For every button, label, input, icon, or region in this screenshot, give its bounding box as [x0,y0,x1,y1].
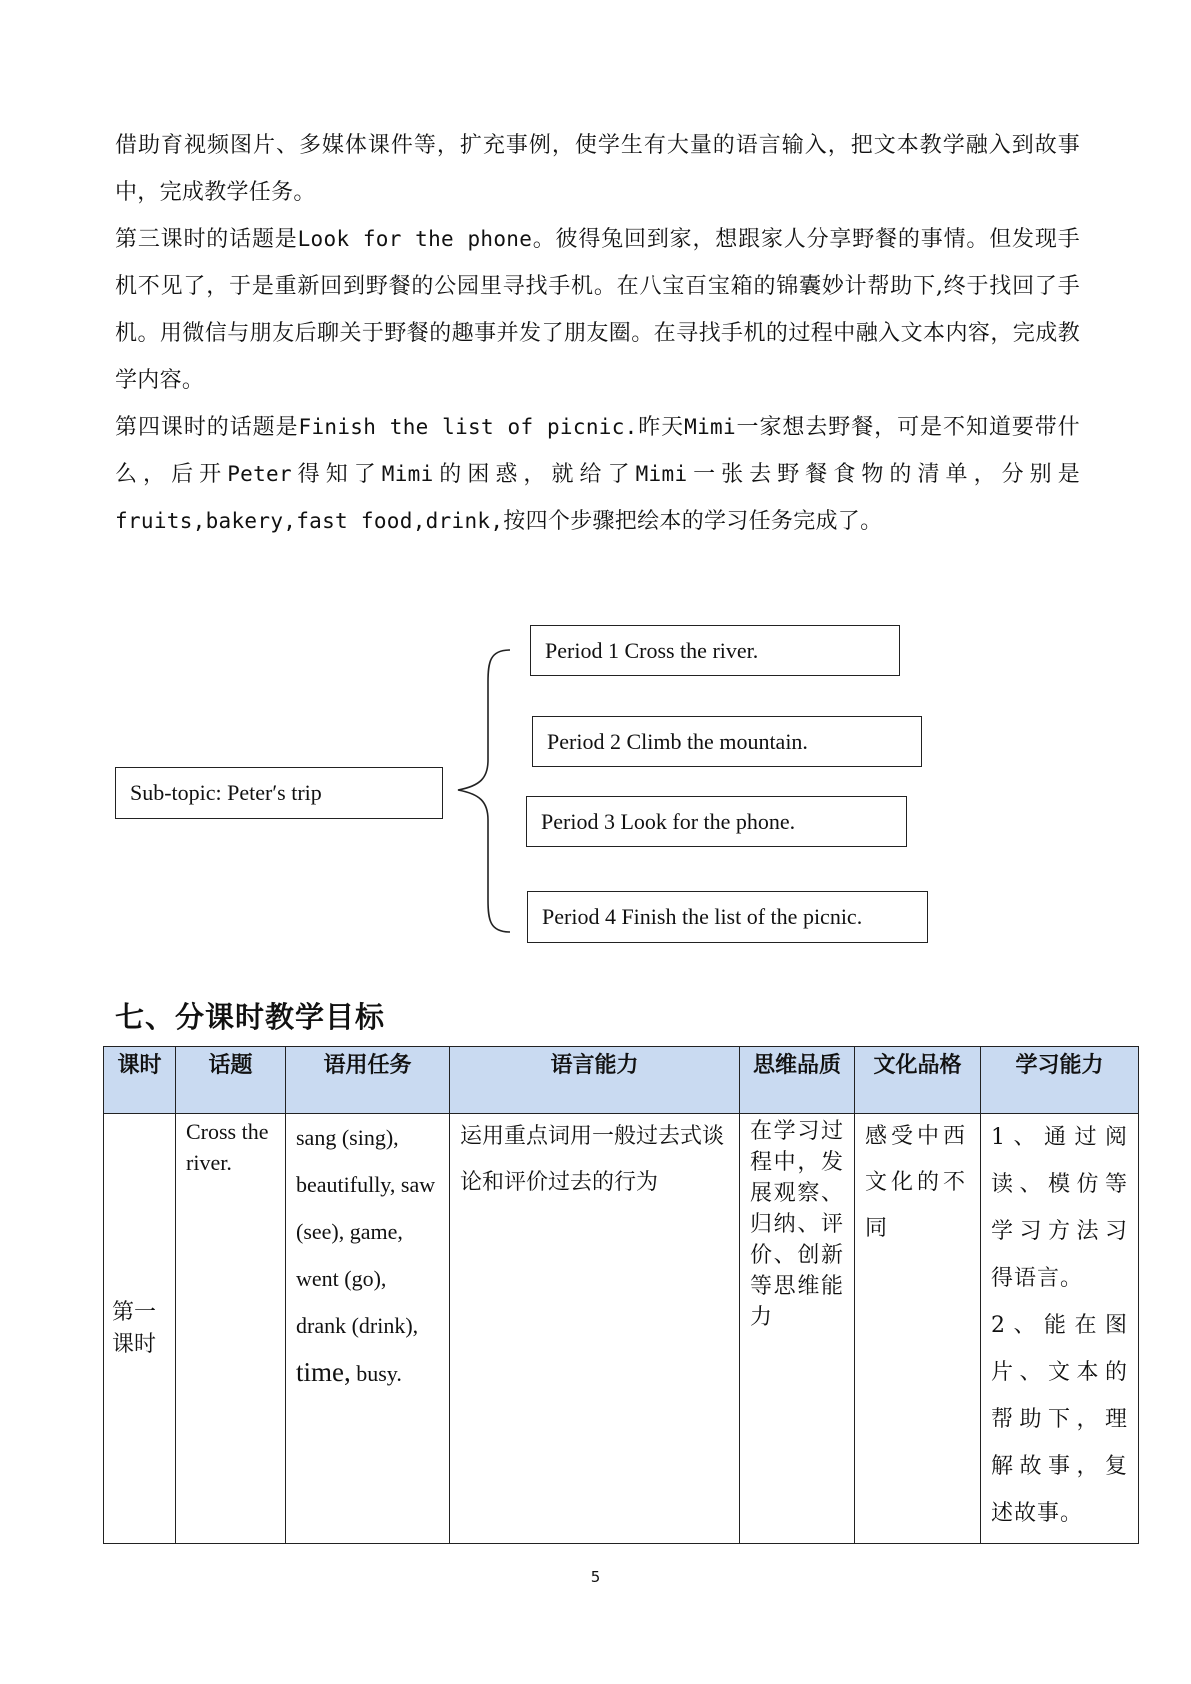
period-3-box [526,796,907,847]
period-4-box [527,891,928,943]
study-item-1: 1、通过阅读、模仿等学习方法习得语言。 [991,1125,1128,1291]
period-1-label: Period 1 Cross the river. [545,637,759,663]
lesson-goals-table [103,1046,1139,1544]
paragraph-2-text-a: 第三课时的话题是 [115,227,298,252]
cell-tasks-text-a: sang (sing), beautifully, saw (see), game, went (go), drank (drink), [296,1125,436,1338]
paragraph-3-text-d: 得知了 [291,462,382,487]
header-study: 学习能力 [981,1047,1139,1114]
paragraph-2-topic: Look for the phone [297,227,533,251]
paragraph-2 [115,216,1080,404]
paragraph-3-name-mimi-1: Mimi [684,415,736,439]
paragraph-3-name-mimi-3: Mimi [635,462,688,486]
cell-culture: 感受中西文化的不同 [855,1114,981,1544]
table-row [104,1114,1139,1544]
paragraph-1 [115,122,1080,216]
study-item-2: 2、能在图片、文本的帮助下，理解故事，复述故事。 [991,1313,1128,1526]
paragraph-3-text-c: 一家想去野餐，可是不知道要带什么，后开 [115,415,1080,487]
header-topic: 话题 [176,1047,286,1114]
cell-period: 第一课时 [104,1114,176,1544]
cell-tasks-text-big: time, [296,1357,351,1387]
cell-thinking: 在学习过程中，发展观察、归纳、评价、创新等思维能力 [740,1114,855,1544]
paragraph-3-name-mimi-2: Mimi [381,462,434,486]
paragraph-3-topic: Finish the list of picnic. [298,415,638,439]
cell-tasks-text-b: busy. [350,1361,402,1386]
paragraph-2-text-b: 。彼得兔回到家，想跟家人分享野餐的事情。但发现手机不见了，于是重新回到野餐的公园里寻找手机。在八宝百宝箱的锦囊妙计帮助下,终于找回了手机。用微信与朋友后聊关于野餐的趣事并发了朋友圈。在寻找手机的过程中融入文本内容，完成教学内容。 [115,227,1080,393]
period-3-label: Period 3 Look for the phone. [541,808,796,834]
paragraph-1-text: 借助育视频图片、多媒体课件等，扩充事例，使学生有大量的语言输入，把文本教学融入到故事中，完成教学任务。 [115,133,1080,205]
paragraph-3-text-a: 第四课时的话题是 [115,415,299,440]
paragraph-3-food-list: fruits,bakery,fast food,drink, [115,509,504,533]
body-text [115,122,1080,545]
header-thinking: 思维品质 [740,1047,855,1114]
header-language: 语言能力 [450,1047,740,1114]
cell-topic: Cross the river. [176,1114,286,1544]
cell-study [981,1114,1139,1544]
paragraph-3-text-e: 的困惑，就给了 [433,462,636,487]
paragraph-3-name-peter: Peter [227,462,292,486]
cell-tasks [286,1114,450,1544]
subtopic-box [115,767,443,819]
paragraph-3-text-f: 一张去野餐食物的清单，分别是 [687,462,1080,487]
subtopic-label: Sub-topic: Peter′s trip [130,780,322,805]
period-2-box [532,716,922,767]
period-1-box [530,625,900,676]
header-period: 课时 [104,1047,176,1114]
cell-language: 运用重点词用一般过去式谈论和评价过去的行为 [450,1114,740,1544]
period-4-label: Period 4 Finish the list of the picnic. [542,904,863,929]
table-header-row [104,1047,1139,1114]
page-number: 5 [590,1568,601,1586]
period-2-label: Period 2 Climb the mountain. [547,728,808,754]
header-culture: 文化品格 [855,1047,981,1114]
paragraph-3-text-b: 昨天 [637,415,685,440]
paragraph-3 [115,404,1080,545]
section-heading: 七、分课时教学目标 [115,1000,386,1034]
header-tasks: 语用任务 [286,1047,450,1114]
paragraph-3-text-g: 按四个步骤把绘本的学习任务完成了。 [503,509,883,534]
